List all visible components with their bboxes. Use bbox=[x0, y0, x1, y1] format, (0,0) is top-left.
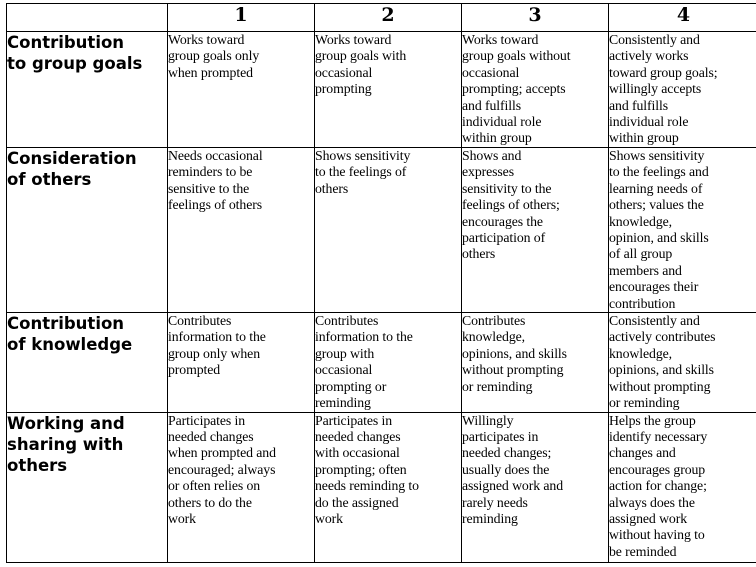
criterion-line: Contribution bbox=[7, 33, 125, 52]
descriptor-cell-level-3 bbox=[462, 412, 609, 562]
criterion-label bbox=[7, 32, 168, 148]
descriptor-line: Shows and bbox=[462, 148, 522, 163]
descriptor-line: others bbox=[462, 246, 496, 262]
descriptor-line: within group bbox=[609, 130, 679, 146]
criterion-label bbox=[7, 412, 168, 562]
descriptor-line: Contributes bbox=[315, 313, 379, 329]
descriptor-line: reminding bbox=[315, 395, 371, 411]
criterion-line: others bbox=[7, 455, 68, 475]
criterion-line: of knowledge bbox=[7, 335, 133, 355]
descriptor-cell-level-3 bbox=[462, 148, 609, 313]
descriptor-line: to the feelings and bbox=[609, 164, 709, 180]
descriptor-line: reminders to be bbox=[168, 164, 253, 180]
descriptor-line: rarely needs bbox=[462, 494, 528, 510]
descriptor-line: prompting or bbox=[315, 378, 387, 394]
descriptor-line: actively works bbox=[609, 48, 689, 64]
criterion-line: of others bbox=[7, 170, 92, 189]
descriptor-line: of all group bbox=[609, 246, 673, 262]
descriptor-line: participation of bbox=[462, 230, 546, 246]
descriptor-line: toward group goals; bbox=[609, 64, 718, 80]
descriptor-line: information to the bbox=[168, 329, 266, 345]
descriptor-line: actively contributes bbox=[609, 329, 716, 345]
descriptor-line: action for change; bbox=[609, 478, 707, 494]
descriptor-line: work bbox=[315, 510, 343, 526]
descriptor-cell-level-4 bbox=[609, 313, 756, 412]
descriptor-cell-level-4 bbox=[609, 412, 756, 562]
descriptor-cell-level-1 bbox=[168, 32, 315, 148]
descriptor-line: group goals only bbox=[168, 48, 260, 64]
descriptor-line: needed changes bbox=[315, 428, 401, 444]
descriptor-line: and fulfills bbox=[462, 97, 521, 113]
descriptor-line: be reminded bbox=[609, 543, 677, 559]
descriptor-cell-level-2 bbox=[315, 313, 462, 412]
rubric-table bbox=[6, 3, 756, 563]
descriptor-line: Helps the group bbox=[609, 412, 696, 428]
descriptor-line: Contributes bbox=[462, 313, 526, 329]
descriptor-line: encouraged; always bbox=[168, 461, 276, 477]
criterion-label bbox=[7, 148, 168, 313]
descriptor-line: expresses bbox=[462, 164, 514, 180]
descriptor-cell-level-4 bbox=[609, 32, 756, 148]
level-header-1: 1 bbox=[168, 4, 315, 32]
descriptor-line: without prompting bbox=[462, 362, 564, 378]
descriptor-line: prompted bbox=[168, 362, 221, 378]
descriptor-cell-level-4 bbox=[609, 148, 756, 313]
descriptor-line: group goals with bbox=[315, 48, 407, 64]
criterion-line: to group goals bbox=[7, 54, 143, 73]
descriptor-line: to the feelings of bbox=[315, 164, 407, 180]
rubric-row-contribution-goals bbox=[7, 32, 756, 148]
descriptor-line: individual role bbox=[609, 114, 689, 130]
descriptor-cell-level-2 bbox=[315, 148, 462, 313]
descriptor-line: do the assigned bbox=[315, 494, 399, 510]
descriptor-cell-level-3 bbox=[462, 313, 609, 412]
descriptor-line: knowledge, bbox=[462, 329, 525, 345]
descriptor-line: participates in bbox=[462, 428, 539, 444]
descriptor-line: occasional bbox=[315, 362, 373, 378]
descriptor-line: others bbox=[315, 180, 349, 196]
descriptor-line: Shows sensitivity bbox=[315, 148, 411, 163]
descriptor-line: assigned work bbox=[609, 510, 688, 526]
descriptor-cell-level-1 bbox=[168, 148, 315, 313]
criterion-line: Working and bbox=[7, 413, 125, 433]
descriptor-line: others; values the bbox=[609, 197, 704, 213]
level-header-2: 2 bbox=[315, 4, 462, 32]
descriptor-line: occasional bbox=[462, 64, 520, 80]
descriptor-line: Needs occasional bbox=[168, 148, 263, 163]
descriptor-line: occasional bbox=[315, 64, 373, 80]
criterion-line: Consideration bbox=[7, 149, 137, 168]
descriptor-line: members and bbox=[609, 262, 682, 278]
descriptor-line: individual role bbox=[462, 114, 542, 130]
descriptor-line: work bbox=[168, 510, 196, 526]
rubric-row-working-sharing bbox=[7, 412, 756, 562]
descriptor-line: encourages group bbox=[609, 461, 706, 477]
descriptor-line: feelings of others; bbox=[462, 197, 560, 213]
descriptor-cell-level-3 bbox=[462, 32, 609, 148]
descriptor-line: prompting bbox=[315, 81, 372, 97]
descriptor-line: with occasional bbox=[315, 445, 400, 461]
descriptor-line: Works toward bbox=[462, 32, 539, 47]
descriptor-line: Works toward bbox=[315, 32, 392, 47]
descriptor-line: identify necessary bbox=[609, 428, 708, 444]
descriptor-line: reminding bbox=[462, 510, 518, 526]
descriptor-line: sensitive to the bbox=[168, 180, 250, 196]
descriptor-cell-level-1 bbox=[168, 313, 315, 412]
descriptor-line: within group bbox=[462, 130, 532, 146]
descriptor-line: changes and bbox=[609, 445, 676, 461]
header-row bbox=[7, 4, 756, 32]
descriptor-line: or reminding bbox=[462, 378, 533, 394]
descriptor-line: learning needs of bbox=[609, 180, 703, 196]
descriptor-line: prompting; often bbox=[315, 461, 407, 477]
descriptor-line: assigned work and bbox=[462, 478, 563, 494]
descriptor-line: Works toward bbox=[168, 32, 245, 47]
descriptor-line: opinions, and skills bbox=[462, 345, 567, 361]
descriptor-line: knowledge, bbox=[609, 213, 672, 229]
descriptor-line: Consistently and bbox=[609, 32, 700, 47]
descriptor-line: when prompted and bbox=[168, 445, 276, 461]
descriptor-line: Consistently and bbox=[609, 313, 700, 329]
descriptor-line: Willingly bbox=[462, 412, 514, 428]
descriptor-line: or often relies on bbox=[168, 478, 261, 494]
descriptor-line: opinions, and skills bbox=[609, 362, 714, 378]
descriptor-line: and fulfills bbox=[609, 97, 668, 113]
descriptor-cell-level-1 bbox=[168, 412, 315, 562]
descriptor-line: group only when bbox=[168, 345, 260, 361]
descriptor-line: needed changes bbox=[168, 428, 254, 444]
descriptor-line: usually does the bbox=[462, 461, 550, 477]
descriptor-line: needs reminding to bbox=[315, 478, 419, 494]
criterion-label bbox=[7, 313, 168, 412]
descriptor-line: Participates in bbox=[168, 412, 246, 428]
descriptor-line: without having to bbox=[609, 527, 705, 543]
level-header-4: 4 bbox=[609, 4, 756, 32]
descriptor-line: encourages the bbox=[462, 213, 543, 229]
rubric-row-consideration bbox=[7, 148, 756, 313]
descriptor-line: opinion, and skills bbox=[609, 230, 709, 246]
descriptor-line: contribution bbox=[609, 295, 676, 311]
descriptor-line: Participates in bbox=[315, 412, 393, 428]
descriptor-line: or reminding bbox=[609, 395, 680, 411]
level-header-3: 3 bbox=[462, 4, 609, 32]
descriptor-line: group goals without bbox=[462, 48, 571, 64]
rubric-row-contribution-knowledge bbox=[7, 313, 756, 412]
descriptor-line: Contributes bbox=[168, 313, 232, 329]
criterion-line: sharing with bbox=[7, 434, 124, 454]
criterion-line: Contribution bbox=[7, 314, 125, 334]
descriptor-line: always does the bbox=[609, 494, 695, 510]
descriptor-line: Shows sensitivity bbox=[609, 148, 705, 163]
descriptor-line: others to do the bbox=[168, 494, 252, 510]
descriptor-line: without prompting bbox=[609, 378, 711, 394]
corner-cell bbox=[7, 4, 168, 32]
descriptor-line: encourages their bbox=[609, 279, 699, 295]
descriptor-line: information to the bbox=[315, 329, 413, 345]
descriptor-line: willingly accepts bbox=[609, 81, 702, 97]
descriptor-line: group with bbox=[315, 345, 375, 361]
descriptor-cell-level-2 bbox=[315, 412, 462, 562]
descriptor-line: knowledge, bbox=[609, 345, 672, 361]
descriptor-line: feelings of others bbox=[168, 197, 262, 213]
descriptor-line: when prompted bbox=[168, 64, 253, 80]
descriptor-line: sensitivity to the bbox=[462, 180, 552, 196]
descriptor-line: prompting; accepts bbox=[462, 81, 566, 97]
descriptor-cell-level-2 bbox=[315, 32, 462, 148]
descriptor-line: needed changes; bbox=[462, 445, 552, 461]
